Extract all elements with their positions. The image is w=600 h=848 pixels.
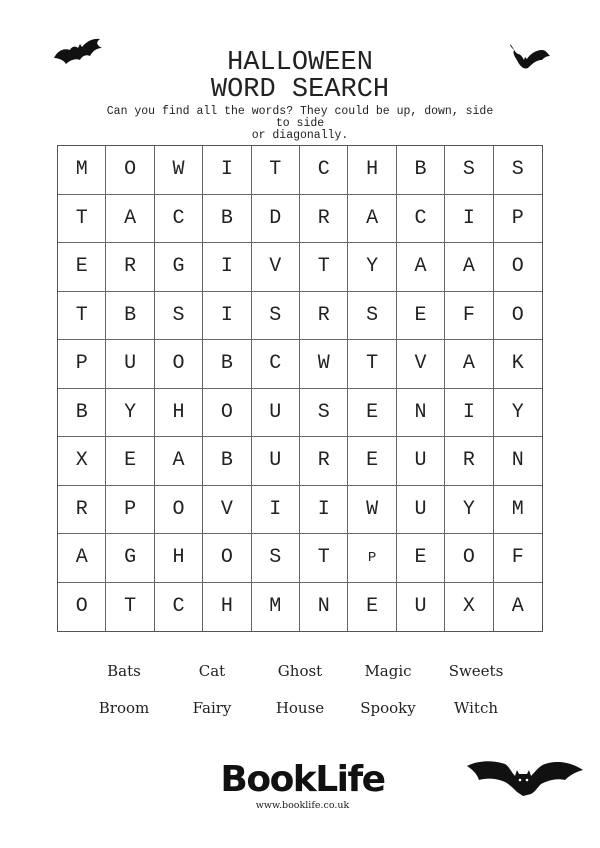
grid-cell: U [252, 389, 300, 438]
grid-cell: T [58, 292, 106, 341]
word-list-item: Witch [453, 699, 499, 717]
grid-cell: E [106, 437, 154, 486]
word-list [80, 662, 520, 717]
grid-cell: O [106, 146, 154, 195]
word-list-item: Bats [107, 662, 141, 680]
grid-cell: W [348, 486, 396, 535]
word-list-item: Spooky [360, 699, 416, 717]
grid-cell: C [252, 340, 300, 389]
grid-cell: S [494, 146, 542, 195]
word-list-item: Broom [98, 699, 150, 717]
grid-cell: A [445, 243, 493, 292]
grid-cell: P [106, 486, 154, 535]
grid-cell: S [252, 292, 300, 341]
grid-cell: R [58, 486, 106, 535]
grid-cell: T [300, 534, 348, 583]
grid-cell: A [445, 340, 493, 389]
grid-cell: K [494, 340, 542, 389]
word-list-item: Magic [364, 662, 412, 680]
instructions-line2: or diagonally. [251, 129, 349, 142]
grid-cell: E [397, 292, 445, 341]
word-list-item: Ghost [277, 662, 323, 680]
grid-cell: T [300, 243, 348, 292]
grid-cell: B [203, 437, 251, 486]
grid-cell: U [397, 583, 445, 632]
grid-cell: Y [106, 389, 154, 438]
word-list-item: Cat [198, 662, 226, 680]
grid-cell: V [397, 340, 445, 389]
grid-cell: I [252, 486, 300, 535]
grid-cell: O [445, 534, 493, 583]
grid-cell: F [494, 534, 542, 583]
grid-cell: E [58, 243, 106, 292]
grid-cell: P [348, 534, 396, 583]
grid-cell: O [58, 583, 106, 632]
grid-cell: H [155, 389, 203, 438]
grid-cell: A [511, 595, 524, 619]
grid-cell: A [348, 195, 396, 244]
grid-cell: M [58, 146, 106, 195]
grid-cell: V [203, 486, 251, 535]
grid-cell: U [252, 437, 300, 486]
grid-cell: A [106, 195, 154, 244]
grid-cell: I [445, 195, 493, 244]
grid-cell: Y [348, 243, 396, 292]
grid-cell: G [155, 243, 203, 292]
grid-cell: H [348, 146, 396, 195]
grid-cell: I [445, 389, 493, 438]
grid-cell: S [252, 534, 300, 583]
grid-cell: O [155, 486, 203, 535]
grid-cell: I [203, 292, 251, 341]
grid-cell: Y [494, 389, 542, 438]
grid-cell: E [397, 534, 445, 583]
grid-cell: O [155, 340, 203, 389]
brand-url: www.booklife.co.uk [255, 800, 350, 811]
grid-cell: H [203, 583, 251, 632]
grid-cell: Y [445, 486, 493, 535]
grid-cell: R [300, 437, 348, 486]
grid-cell: U [397, 437, 445, 486]
grid-cell: V [252, 243, 300, 292]
booklife-logo [215, 759, 390, 811]
grid-cell: M [252, 583, 300, 632]
grid-cell: O [203, 534, 251, 583]
grid-cell: S [348, 292, 396, 341]
grid-cell: O [203, 389, 251, 438]
grid-cell: B [397, 146, 445, 195]
word-list-item: Sweets [448, 662, 504, 680]
grid-cell: B [58, 389, 106, 438]
grid-cell: I [203, 146, 251, 195]
grid-cell: R [445, 437, 493, 486]
grid-cell: U [397, 486, 445, 535]
page-title-line1: HALLOWEEN [227, 48, 373, 78]
grid-cell: E [348, 437, 396, 486]
grid-cell: A [397, 243, 445, 292]
grid-cell: P [494, 195, 542, 244]
grid-cell: X [58, 437, 106, 486]
grid-cell: B [203, 340, 251, 389]
grid-cell: R [300, 195, 348, 244]
grid-cell: F [445, 292, 493, 341]
grid-cell: B [203, 195, 251, 244]
grid-cell: U [106, 340, 154, 389]
grid-cell: S [445, 146, 493, 195]
grid-cell: X [445, 583, 493, 632]
grid-cell: D [252, 195, 300, 244]
grid-cell: S [155, 292, 203, 341]
grid-cell: P [58, 340, 106, 389]
grid-cell: E [348, 389, 396, 438]
grid-cell: A [58, 534, 106, 583]
grid-cell: R [106, 243, 154, 292]
grid-cell: C [397, 195, 445, 244]
instructions-line1: Can you find all the words? They could be up, down, side to side [106, 105, 494, 130]
grid-cell: O [494, 292, 542, 341]
brand-name: BookLife [220, 759, 385, 800]
grid-cell: R [300, 292, 348, 341]
grid-cell: W [155, 146, 203, 195]
grid-cell: N [397, 389, 445, 438]
grid-cell: C [155, 195, 203, 244]
grid-cell: E [348, 583, 396, 632]
grid-cell: I [300, 486, 348, 535]
grid-cell: S [300, 389, 348, 438]
grid-cell: I [203, 243, 251, 292]
grid-cell: N [494, 437, 542, 486]
grid-cell: A [155, 437, 203, 486]
bat-icon-bottom-right [465, 758, 585, 800]
word-list-item: Fairy [192, 699, 232, 717]
grid-cell: T [252, 146, 300, 195]
instructions [100, 106, 500, 142]
grid-cell: W [300, 340, 348, 389]
grid-cell: N [300, 583, 348, 632]
grid-cell: O [494, 243, 542, 292]
grid-cell: T [58, 195, 106, 244]
word-list-item: House [275, 699, 325, 717]
grid-cell: T [348, 340, 396, 389]
grid-cell: T [106, 583, 154, 632]
grid-cell: C [155, 583, 203, 632]
grid-cell: B [106, 292, 154, 341]
grid-cell: G [106, 534, 154, 583]
page-title-line2: WORD SEARCH [210, 75, 390, 105]
grid-cell: H [155, 534, 203, 583]
grid-cell: C [300, 146, 348, 195]
word-search-grid [57, 145, 543, 632]
grid-cell: M [494, 486, 542, 535]
